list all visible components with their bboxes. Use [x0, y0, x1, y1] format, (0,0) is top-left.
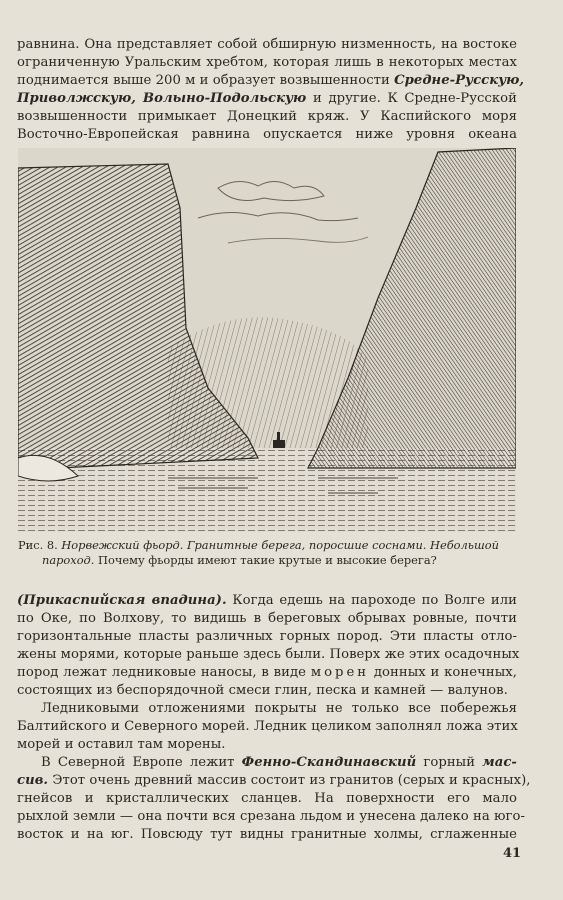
text-line: сив. Этот очень древний массив состоит из гранитов (серых и красных),: [17, 773, 531, 788]
figure-caption: [18, 538, 518, 568]
text-line: равнина. Она представляет собой обширную низменность, на востоке: [17, 37, 517, 52]
caption-line: Рис. 8. Норвежский фьорд. Гранитные берега, поросшие соснами. Небольшой: [18, 538, 499, 552]
bold-term: Средне-Русскую,: [394, 73, 525, 88]
page-number: 41: [503, 846, 522, 861]
bold-term: мас-: [482, 755, 517, 770]
text-line: (Прикаспийская впадина). Когда едешь на пароходе по Волге или: [17, 593, 517, 608]
text-line: ограниченную Уральским хребтом, которая лишь в некоторых местах: [17, 55, 517, 70]
text-line: возвышенности примыкает Донецкий кряж. У Каспийского моря: [17, 109, 517, 124]
text-line: состоящих из беспорядочной смеси глин, песка и камней — валунов.: [17, 683, 508, 698]
fjord-engraving-image: [18, 148, 516, 532]
body-paragraph-3: [17, 754, 531, 844]
body-paragraph-1: [17, 592, 520, 700]
text-line: Балтийского и Северного морей. Ледник целиком заполнял ложа этих: [17, 719, 518, 734]
text-line: морей и оставил там морены.: [17, 737, 226, 752]
bold-term: Приволжскую, Волыно-Подольскую: [17, 91, 307, 106]
text-line: Приволжскую, Волыно-Подольскую и другие. К Средне-Русской: [17, 91, 517, 106]
text-line: рыхлой земли — она почти вся срезана льдом и унесена далеко на юго-: [17, 809, 525, 824]
bold-term: сив.: [17, 773, 49, 788]
fjord-illustration: [18, 148, 516, 532]
text-line: по Оке, по Волхову, то видишь в береговых обрывах ровные, почти: [17, 611, 517, 626]
spaced-term: морен: [310, 665, 370, 680]
bold-term: (Прикаспийская впадина).: [17, 593, 227, 608]
body-paragraph-2: [17, 700, 517, 754]
text-line: гнейсов и кристаллических сланцев. На поверхности его мало: [17, 791, 517, 806]
text-line: поднимается выше 200 м и образует возвышенности Средне-Русскую,: [17, 73, 525, 88]
text-line: жены морями, которые раньше здесь были. Поверх же этих осадочных: [17, 647, 520, 662]
text-line: Ледниковыми отложениями покрыты не только все побережья: [41, 701, 517, 716]
caption-label: Рис. 8.: [18, 538, 58, 552]
text-line: Восточно-Европейская равнина опускается ниже уровня океана: [17, 127, 517, 142]
caption-line: пароход. Почему фьорды имеют такие крутые и высокие берега?: [42, 553, 437, 567]
top-paragraph: [17, 36, 525, 144]
text-line: В Северной Европе лежит Фенно-Скандинавский горный мас-: [41, 755, 517, 770]
text-line: пород лежат ледниковые наносы, в виде морен донных и конечных,: [17, 665, 517, 680]
text-line: горизонтальные пласты различных горных пород. Эти пласты отло-: [17, 629, 517, 644]
text-line: восток и на юг. Повсюду тут видны гранитные холмы, сглаженные: [17, 827, 517, 842]
bold-term: Фенно-Скандинавский: [241, 755, 417, 770]
